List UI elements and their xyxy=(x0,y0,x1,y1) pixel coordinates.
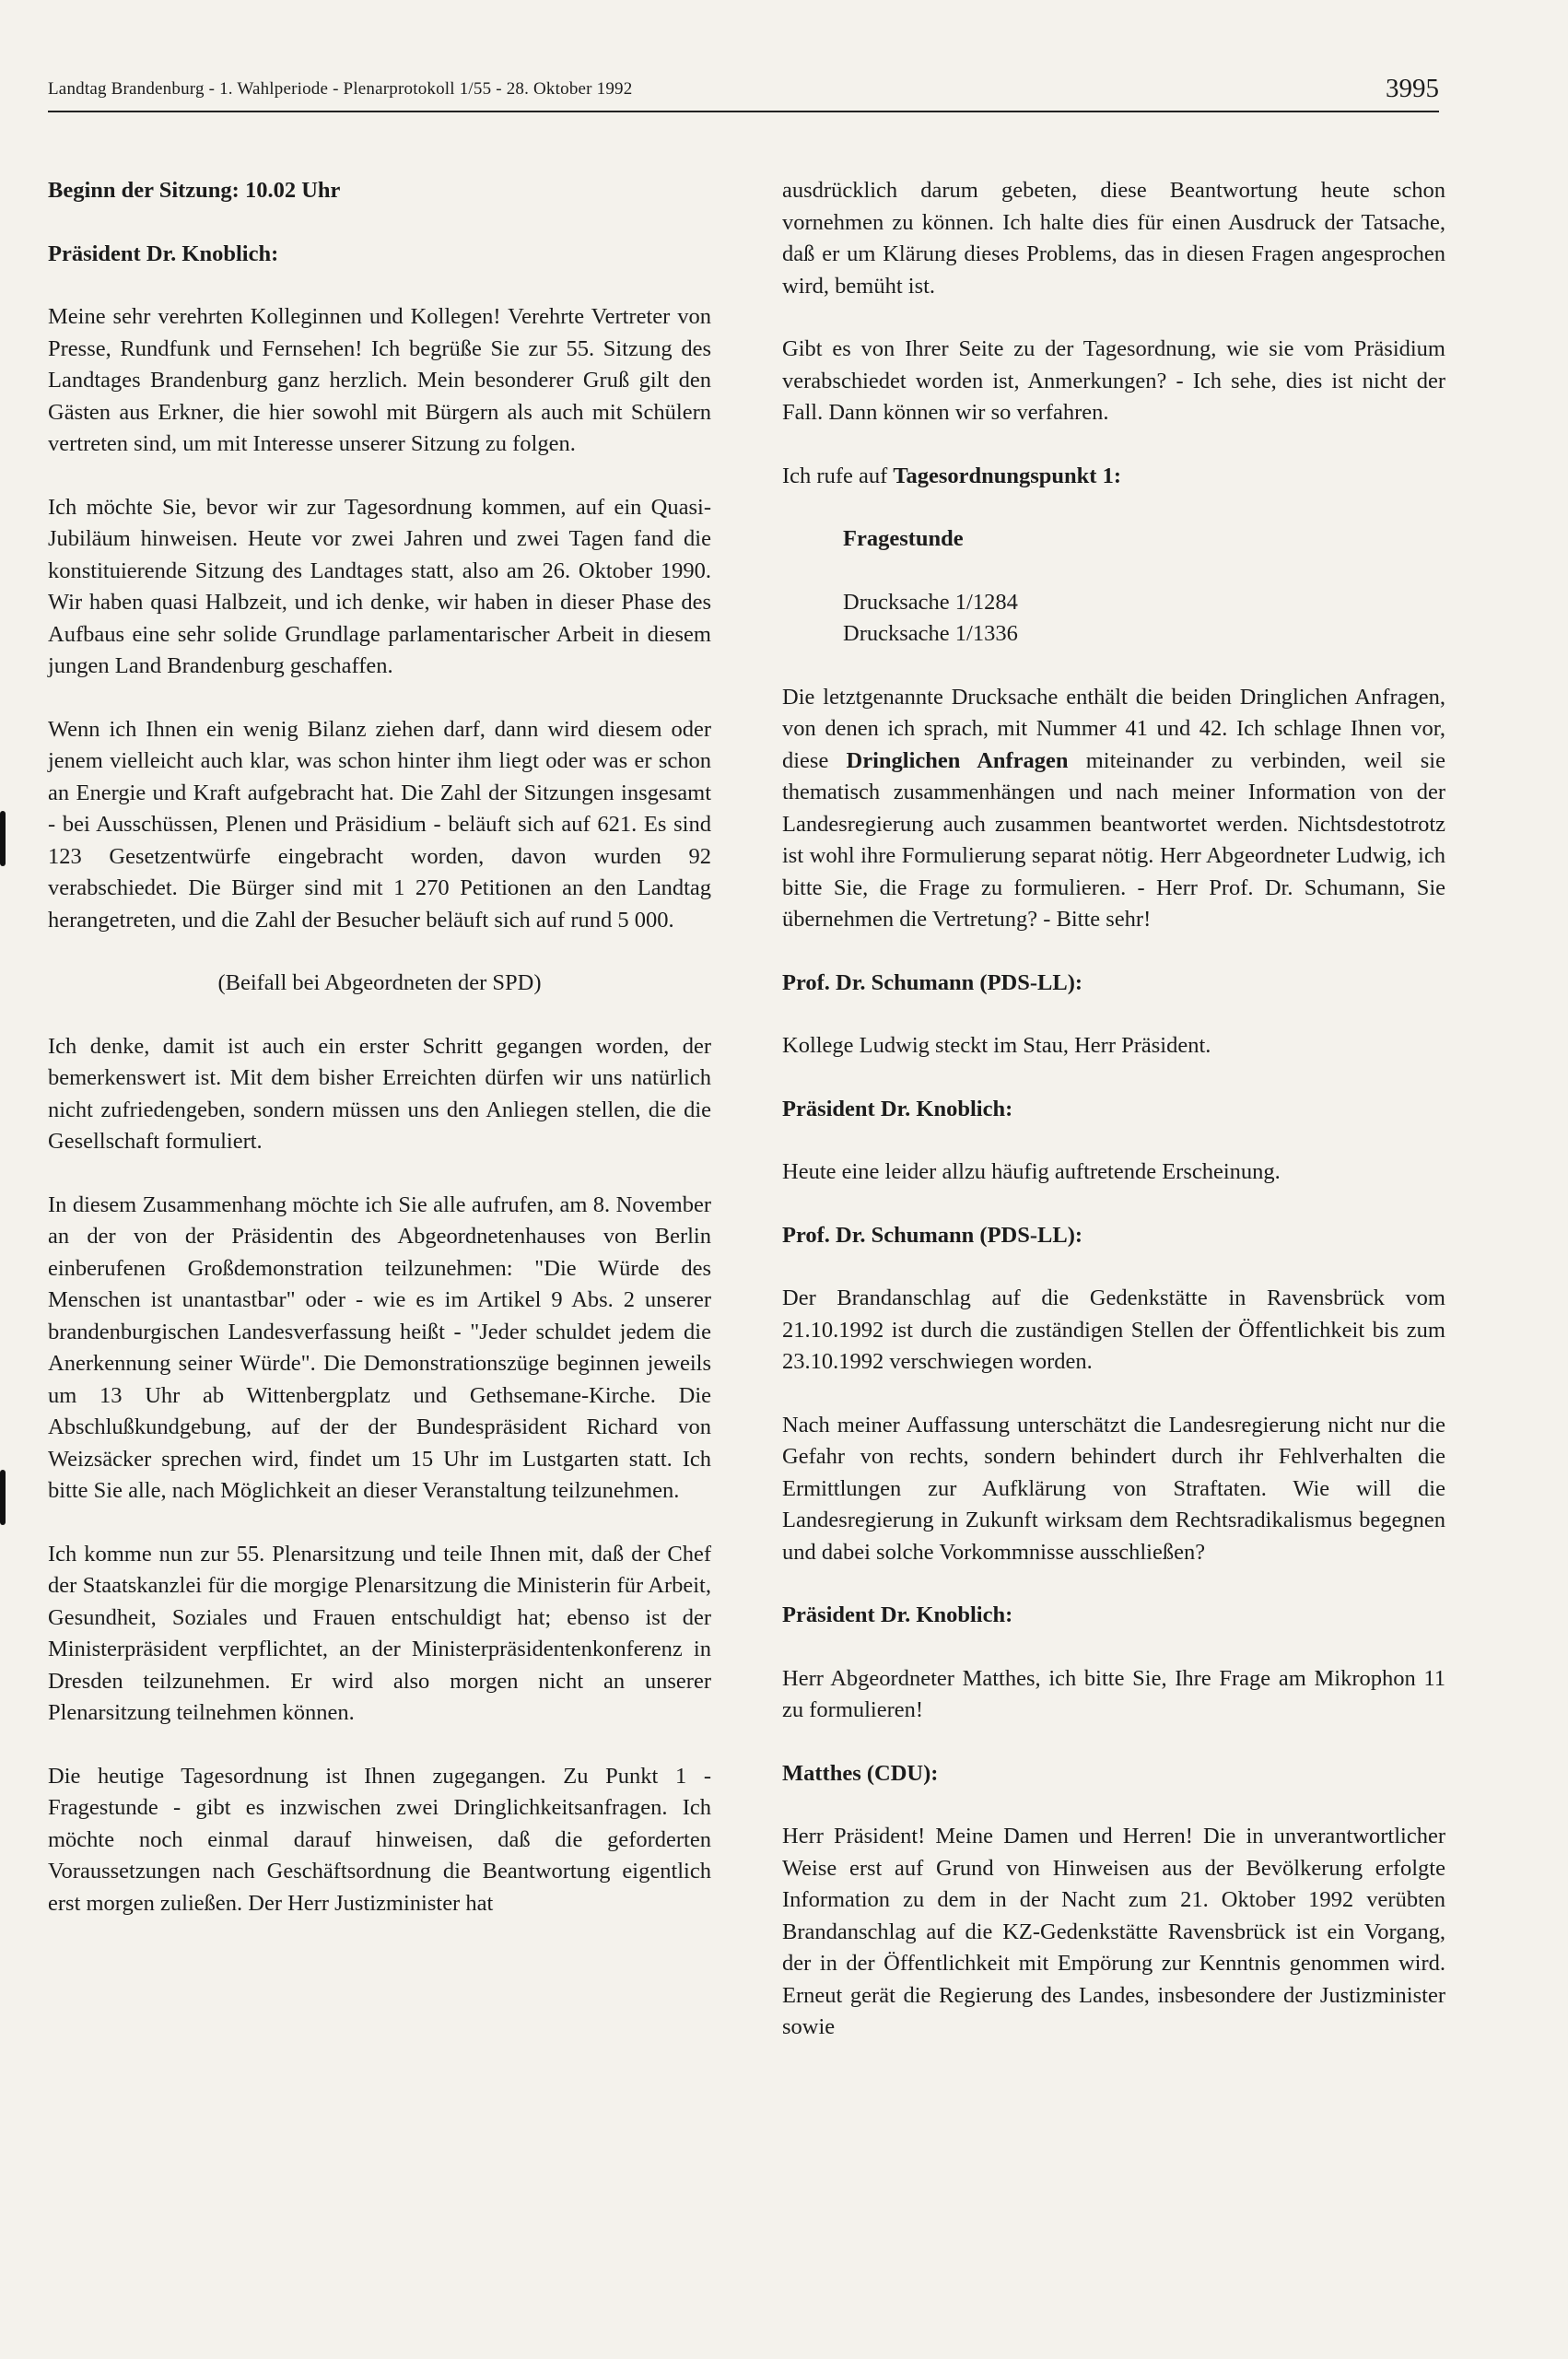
left-column xyxy=(48,175,711,1951)
paragraph: Kollege Ludwig steckt im Stau, Herr Präsident. xyxy=(782,1033,1211,1058)
page-header xyxy=(48,74,1439,112)
agenda-item-label: Tagesordnungspunkt 1: xyxy=(893,463,1121,488)
paragraph: ausdrücklich darum gebeten, diese Beantwortung heute schon vornehmen zu können. Ich halte dies für einen Ausdruck der Tatsache, daß er um Klärung dieses Problems, das in diesen Fragen angesprochen wird, bemüht ist. xyxy=(782,178,1445,299)
running-title: Landtag Brandenburg - 1. Wahlperiode - Plenarprotokoll 1/55 - 28. Oktober 1992 xyxy=(48,79,633,99)
session-start: Beginn der Sitzung: 10.02 Uhr xyxy=(48,178,341,203)
agenda-call-text: Ich rufe auf xyxy=(782,463,894,488)
speaker-heading: Prof. Dr. Schumann (PDS-LL): xyxy=(782,969,1083,995)
speaker-heading: Präsident Dr. Knoblich: xyxy=(48,241,279,266)
binding-mark xyxy=(0,811,6,866)
paragraph: Meine sehr verehrten Kolleginnen und Kollegen! Verehrte Vertreter von Presse, Rundfunk und Fernsehen! Ich begrüße Sie zur 55. Sitzung des Landtages Brandenburg ganz herzlich. Mein besonderer Gruß gilt den Gästen aus Erkner, die hier sowohl mit Bürgern als auch mit Schülern vertreten sind, um mit Interesse unserer Sitzung zu folgen. xyxy=(48,304,711,456)
paragraph: Ich denke, damit ist auch ein erster Schritt gegangen worden, der bemerkenswert ist. Mit dem bisher Erreichten dürfen wir uns natürlich nicht zufriedengeben, sondern müssen uns den Anliegen stellen, die die Gesellschaft formuliert. xyxy=(48,1033,711,1154)
emphasis-text: Dringlichen Anfragen xyxy=(846,747,1069,773)
agenda-call xyxy=(782,461,1445,493)
paragraph xyxy=(782,682,1445,936)
document-reference: Drucksache 1/1336 xyxy=(843,621,1018,646)
paragraph: Der Brandanschlag auf die Gedenkstätte in Ravensbrück vom 21.10.1992 ist durch die zuständigen Stellen der Öffentlichkeit bis zum 23.10.1992 verschwiegen worden. xyxy=(782,1285,1445,1374)
paragraph: Herr Abgeordneter Matthes, ich bitte Sie, Ihre Frage am Mikrophon 11 zu formulieren! xyxy=(782,1665,1445,1722)
paragraph: Herr Präsident! Meine Damen und Herren! Die in unverantwortlicher Weise erst auf Grund von Hinweisen aus der Bevölkerung erfolgte Information zu dem in der Nacht zum 21. Oktober 1992 verübten Brandanschlag auf die KZ-Gedenkstätte Ravensbrück ist ein Vorgang, der in der Öffentlichkeit mit Empörung zur Kenntnis genommen wird. Erneut gerät die Regierung des Landes, insbesondere der Justizminister sowie xyxy=(782,1824,1445,2039)
speaker-heading: Prof. Dr. Schumann (PDS-LL): xyxy=(782,1222,1083,1248)
document-reference: Drucksache 1/1284 xyxy=(843,589,1018,615)
speaker-heading: Präsident Dr. Knoblich: xyxy=(782,1096,1013,1121)
paragraph: Gibt es von Ihrer Seite zu der Tagesordnung, wie sie vom Präsidium verabschiedet worden ist, Anmerkungen? - Ich sehe, dies ist nicht der Fall. Dann können wir so verfahren. xyxy=(782,336,1445,425)
agenda-item-title: Fragestunde xyxy=(843,526,964,551)
page-number: 3995 xyxy=(1386,74,1439,103)
paragraph: Ich möchte Sie, bevor wir zur Tagesordnung kommen, auf ein Quasi-Jubiläum hinweisen. Heute vor zwei Jahren und zwei Tagen fand die konstituierende Sitzung des Landtages statt, also am 26. Oktober 1990. Wir haben quasi Halbzeit, und ich denke, wir haben in dieser Phase des Aufbaus eine sehr solide Grundlage parlamentarischer Arbeit in diesem jungen Land Brandenburg geschaffen. xyxy=(48,494,711,678)
speaker-heading: Präsident Dr. Knoblich: xyxy=(782,1602,1013,1627)
paragraph-text: Die letztgenannte Drucksache enthält die beiden Dringlichen Anfragen, von denen ich sprach, mit Nummer 41 und 42. Ich schlage Ihnen vor, diese xyxy=(782,684,1445,773)
speaker-heading: Matthes (CDU): xyxy=(782,1760,939,1786)
applause-note: (Beifall bei Abgeordneten der SPD) xyxy=(217,970,542,995)
paragraph: Wenn ich Ihnen ein wenig Bilanz ziehen darf, dann wird diesem oder jenem vielleicht auch klar, was schon hinter ihm liegt oder was er schon an Energie und Kraft aufgebracht hat. Die Zahl der Sitzungen insgesamt - bei Ausschüssen, Plenen und Präsidium - beläuft sich auf 621. Es sind 123 Gesetzentwürfe eingebracht worden, davon wurden 92 verabschiedet. Die Bürger sind mit 1 270 Petitionen an den Landtag herangetreten, und die Zahl der Besucher beläuft sich auf rund 5 000. xyxy=(48,716,711,933)
paragraph: Ich komme nun zur 55. Plenarsitzung und teile Ihnen mit, daß der Chef der Staatskanzlei für die morgige Plenarsitzung die Ministerin für Arbeit, Gesundheit, Soziales und Frauen entschuldigt hat; ebenso ist der Ministerpräsident verpflichtet, an der Ministerpräsidentenkonferenz in Dresden teilzunehmen. Er wird also morgen nicht an unserer Plenarsitzung teilnehmen können. xyxy=(48,1541,711,1725)
paragraph: In diesem Zusammenhang möchte ich Sie alle aufrufen, am 8. November an der von der Präsidentin des Abgeordnetenhauses von Berlin einberufenen Großdemonstration teilzunehmen: "Die Würde des Menschen ist unantastbar" oder - wie es im Artikel 9 Abs. 2 unserer brandenburgischen Landesverfassung heißt - "Jeder schuldet jedem die Anerkennung seiner Würde". Die Demonstrationszüge beginnen jeweils um 13 Uhr ab Wittenbergplatz und Gethsemane-Kirche. Die Abschlußkundgebung, auf der der Bundespräsident Richard von Weizsäcker sprechen wird, findet um 15 Uhr im Lustgarten statt. Ich bitte Sie alle, nach Möglichkeit an dieser Veranstaltung teilzunehmen. xyxy=(48,1191,711,1503)
paragraph: Nach meiner Auffassung unterschätzt die Landesregierung nicht nur die Gefahr von rechts, sondern behindert durch ihr Fehlverhalten die Ermittlungen zur Aufklärung von Straftaten. Wie will die Landesregierung in Zukunft wirksam dem Rechtsradikalismus begegnen und dabei solche Vorkommnisse ausschließen? xyxy=(782,1412,1445,1565)
paragraph-text: miteinander zu verbinden, weil sie thematisch zusammenhängen und nach meiner Information von der Landesregierung auch zusammen beantwortet werden. Nichtsdestotrotz ist wohl ihre Formulierung separat nötig. Herr Abgeordneter Ludwig, ich bitte Sie, die Frage zu formulieren. - Herr Prof. Dr. Schumann, Sie übernehmen die Vertretung? - Bitte sehr! xyxy=(782,747,1445,932)
paragraph: Heute eine leider allzu häufig auftretende Erscheinung. xyxy=(782,1159,1281,1184)
binding-mark xyxy=(0,1470,6,1525)
paragraph: Die heutige Tagesordnung ist Ihnen zugegangen. Zu Punkt 1 - Fragestunde - gibt es inzwischen zwei Dringlichkeitsanfragen. Ich möchte noch einmal darauf hinweisen, daß die geforderten Voraussetzungen nach Geschäftsordnung die Beantwortung eigentlich erst morgen zuließen. Der Herr Justizminister hat xyxy=(48,1763,711,1916)
right-column xyxy=(782,175,1445,2075)
